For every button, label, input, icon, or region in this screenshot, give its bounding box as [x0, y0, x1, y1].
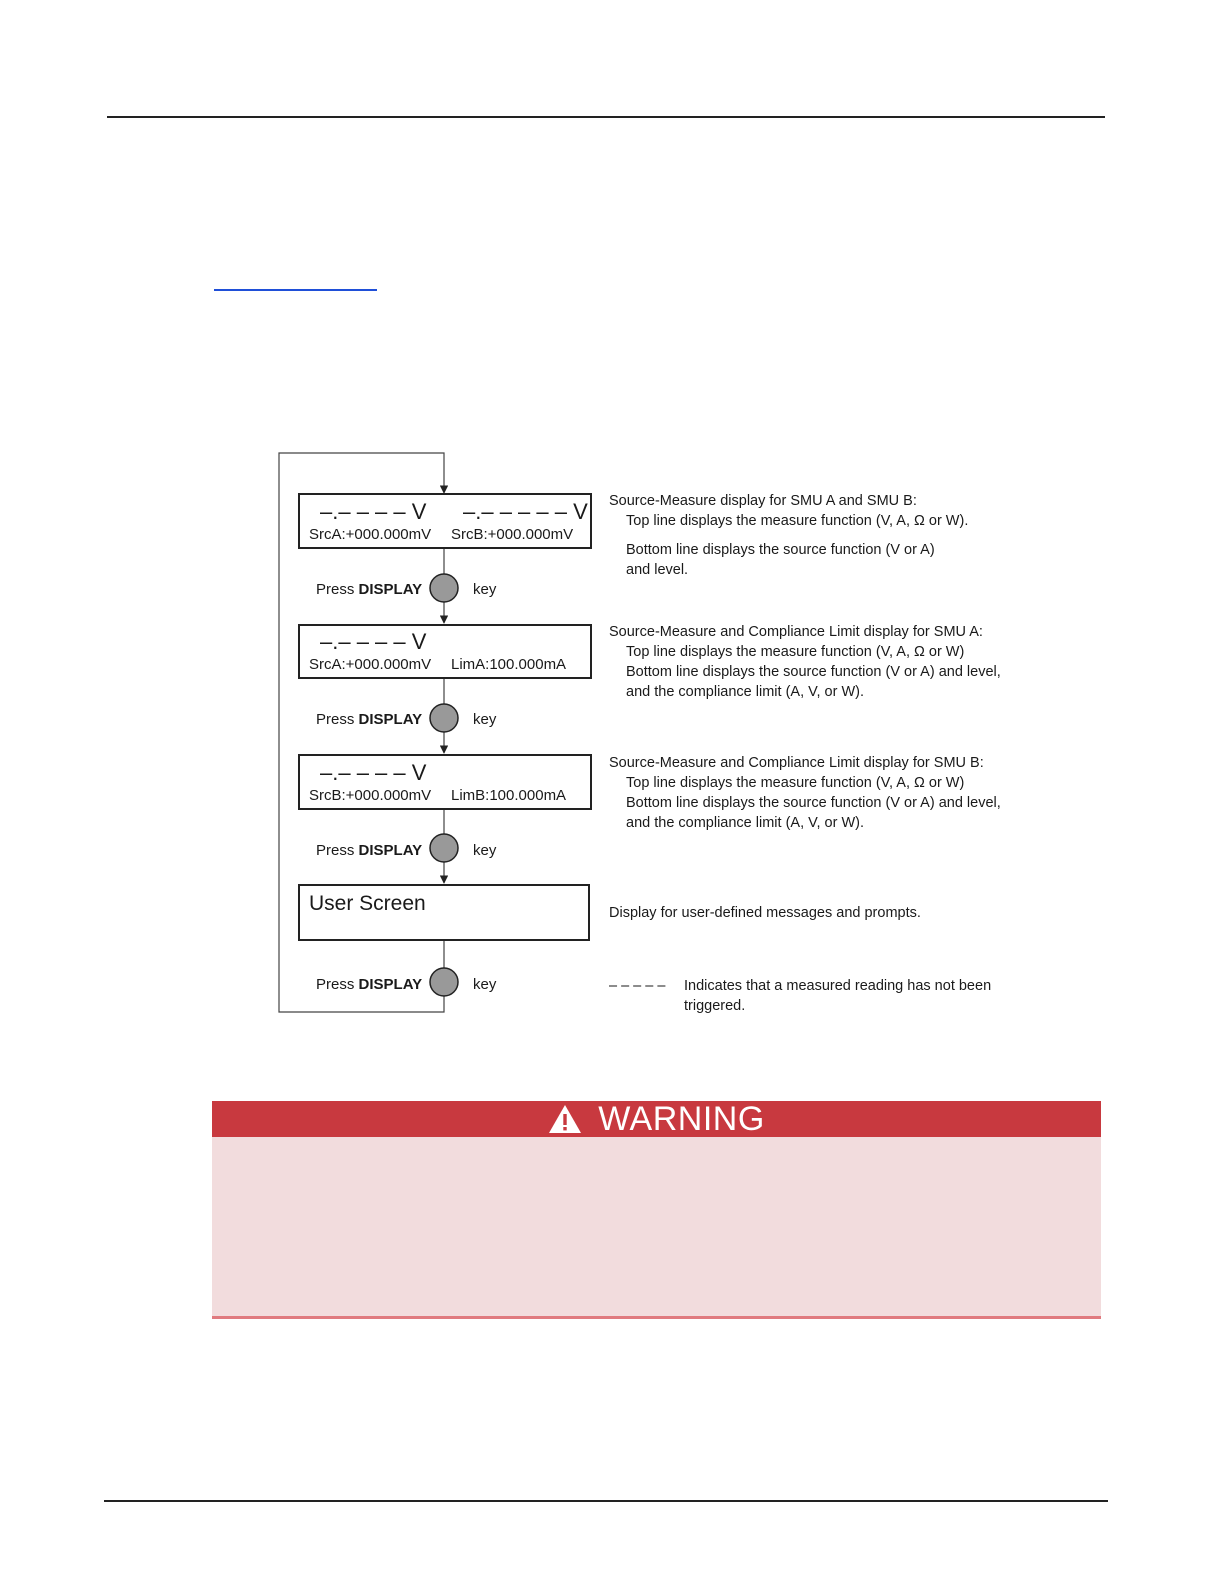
screen4-description: Display for user-defined messages and prompts. — [609, 905, 921, 921]
lcd-screen-smu-a-b — [299, 494, 591, 548]
screen1-top-line-a: –.– – – – V — [320, 499, 427, 524]
svg-text:Top line displays the measure: Top line displays the measure function (V, A, Ω or W). — [626, 513, 969, 529]
lcd-user-screen — [299, 885, 589, 940]
screen3-description — [609, 755, 1001, 831]
svg-text:triggered.: triggered. — [684, 998, 746, 1014]
svg-text:Press DISPLAY: Press DISPLAY — [316, 976, 423, 993]
svg-text:Press DISPLAY: Press DISPLAY — [316, 842, 423, 859]
svg-text:Bottom line displays the sourc: Bottom line displays the source function (V or A) and level, — [626, 795, 1001, 811]
svg-text:and the compliance limit (A, V: and the compliance limit (A, V, or W). — [626, 684, 864, 700]
press-display-step-3 — [316, 834, 497, 862]
display-key-icon[interactable] — [430, 834, 458, 862]
svg-text:and level.: and level. — [626, 562, 689, 578]
svg-text:Top line displays the measure: Top line displays the measure function (V, A, Ω or W) — [626, 775, 965, 791]
svg-text:key: key — [473, 976, 497, 993]
warning-title: WARNING — [598, 1100, 765, 1138]
svg-text:Top line displays the measure: Top line displays the measure function (V, A, Ω or W) — [626, 644, 965, 660]
screen1-top-line-b: –.– – – – – V — [463, 499, 588, 524]
svg-text:key: key — [473, 711, 497, 728]
svg-text:and the compliance limit (A, V: and the compliance limit (A, V, or W). — [626, 815, 864, 831]
display-key-icon[interactable] — [430, 704, 458, 732]
press-display-step-1 — [316, 574, 497, 602]
svg-text:key: key — [473, 842, 497, 859]
svg-text:Indicates that a measured read: Indicates that a measured reading has not been — [684, 978, 992, 994]
screen3-bottom-line-b: LimB:100.000mA — [451, 787, 567, 804]
screen2-top-line: –.– – – – V — [320, 629, 427, 654]
press-display-step-4 — [316, 968, 497, 996]
footer-rule — [104, 1500, 1108, 1502]
display-key-icon[interactable] — [430, 968, 458, 996]
svg-text:Source-Measure and Compliance: Source-Measure and Compliance Limit display for SMU A: — [609, 624, 983, 640]
screen1-description — [609, 493, 968, 578]
dash-legend — [609, 978, 991, 1014]
screen1-bottom-line-a: SrcA:+000.000mV — [309, 526, 432, 543]
lcd-screen-smu-b-limit — [299, 755, 591, 809]
warning-header — [212, 1101, 1101, 1137]
svg-text:Press DISPLAY: Press DISPLAY — [316, 581, 423, 598]
svg-text:Bottom line displays the sourc: Bottom line displays the source function (V or A) and level, — [626, 664, 1001, 680]
legend-dashes: – – – – – — [609, 978, 666, 994]
warning-box — [212, 1101, 1101, 1319]
svg-text:Press DISPLAY: Press DISPLAY — [316, 711, 423, 728]
press-display-step-2 — [316, 704, 497, 732]
warning-triangle-icon — [548, 1104, 582, 1134]
user-screen-label: User Screen — [309, 892, 426, 915]
svg-text:Bottom line displays the sourc: Bottom line displays the source function (V or A) — [626, 542, 935, 558]
lcd-screen-smu-a-limit — [299, 625, 591, 678]
screen3-top-line: –.– – – – V — [320, 760, 427, 785]
screen2-description — [609, 624, 1001, 700]
screen2-bottom-line-b: LimA:100.000mA — [451, 656, 567, 673]
svg-text:key: key — [473, 581, 497, 598]
screen1-bottom-line-b: SrcB:+000.000mV — [451, 526, 574, 543]
svg-text:Source-Measure and Compliance: Source-Measure and Compliance Limit display for SMU B: — [609, 755, 984, 771]
screen2-bottom-line-a: SrcA:+000.000mV — [309, 656, 432, 673]
display-key-icon[interactable] — [430, 574, 458, 602]
svg-text:Source-Measure display for SMU: Source-Measure display for SMU A and SMU B: — [609, 493, 917, 509]
screen3-bottom-line-a: SrcB:+000.000mV — [309, 787, 432, 804]
